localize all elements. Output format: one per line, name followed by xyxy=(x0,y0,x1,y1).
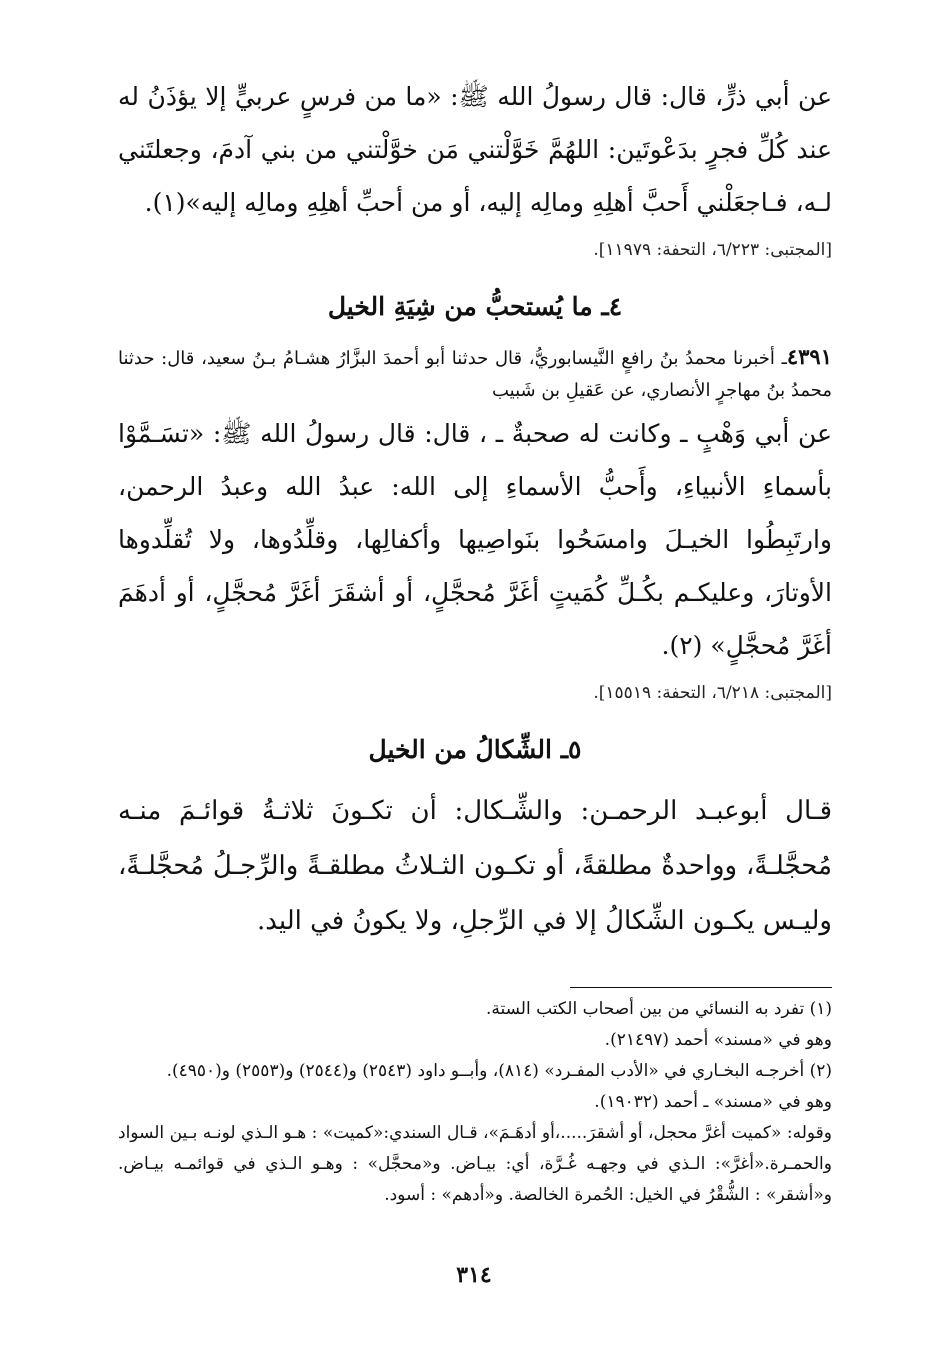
footnote-line: وهو في «مسند» ـ أحمد (١٩٠٣٢). xyxy=(594,1092,832,1112)
section-heading-4: ٤ـ ما يُستحبُّ من شِيَةِ الخيل xyxy=(327,292,623,321)
hadith-reference-top: [المجتبى: ٦/٢٢٣، التحفة: ١١٩٧٩]. xyxy=(593,240,832,260)
footnote-divider xyxy=(570,987,832,988)
footnote-line: (١) تفرد به النسائي من بين أصحاب الكتب الستة. xyxy=(485,999,832,1019)
footnote-line: وهو في «مسند» أحمد (٢١٤٩٧). xyxy=(604,1030,832,1050)
footnote-line: وقوله: «كميت أغرَّ محجل، أو أشقرَ.....،أو أدهَـمَ»، قـال السندي:«كميت» : هـو الـذي لونـه بـين السواد والحمـرة.«أغرَّ»: الـذي في وجهـه غُـرَّة، أي: بيـاض. و«محجَّل» : وهـو الـذي في قوائمـه بيـاض. و«أشقر» : الشُّقْرُ في الخيل: الحُمرة الخالصة. و«أدهم» : أسود. xyxy=(118,1123,832,1205)
footnotes xyxy=(118,994,832,1211)
hadith-reference-4391: [المجتبى: ٦/٢١٨، التحفة: ١٥٥١٩]. xyxy=(593,683,832,703)
hadith-number: ٤٣٩١ xyxy=(786,344,832,369)
section-heading-5: ٥ـ الشِّكالُ من الخيل xyxy=(368,735,582,764)
hadith-text-top: عن أبي ذرٍّ، قال: قال رسولُ الله ﷺ: «ما من فرسٍ عربيٍّ إلا يؤذَنُ له عند كُلِّ فجرٍ بدَعْوتَين: اللهُمَّ خَوَّلْتني مَن خوَّلْتني من بني آدمَ، وجعلتَني لـه، فـاجعَلْني أَحبَّ أهلِهِ ومالِه إليه، أو من أحبِّ أهلِهِ ومالِه إليه»(١). xyxy=(118,82,832,217)
commentary-text: قـال أبوعبـد الرحمـن: والشِّـكال: أن تكـونَ ثلاثـةُ قوائـمَ منـه مُحجَّلـةً، وواحدةٌ مطلقةً، أو تكـون الثـلاثُ مطلقـةً والرِّجـلُ مُحجَّلـةً، وليـس يكـون الشِّكالُ إلا في الرِّجلِ، ولا يكونُ في اليد. xyxy=(118,796,832,936)
hadith-text-4391: عن أبي وَهْبٍ ـ وكانت له صحبةٌ ـ ، قال: قال رسولُ الله ﷺ: «تسَـمَّوْا بأسماءِ الأنبياءِ، وأَحبُّ الأسماءِ إلى الله: عبدُ الله وعبدُ الرحمن، وارتَبِطُوا الخيـلَ وامسَحُوا بنَواصِيها وأكفالِها، وقلِّدُوها، ولا تُقلِّدوها الأوتارَ، وعليكـم بكُـلِّ كُمَيتٍ أغَرَّ مُحجَّلٍ، أو أشقَرَ أغَرَّ مُحجَّلٍ، أو أدهَمَ أغَرَّ مُحجَّلٍ» (٢). xyxy=(118,419,832,660)
page-number: ٣١٤ xyxy=(456,1262,492,1288)
isnad xyxy=(118,341,832,407)
footnote-line: (٢) أخرجـه البخـاري في «الأدب المفـرد» (٨١٤)، وأبــو داود (٢٥٤٣) و(٢٥٤٤) و(٢٥٥٣) و(٤٩٥٠). xyxy=(166,1061,832,1081)
isnad-text: ـ أخبرنا محمدُ بنُ رافعٍ النَّيسابوريُّ، قال حدثنا أبو أحمدَ البزَّارُ هشـامُ بـنُ سعيد، قال: حدثنا محمدُ بنُ مهاجرٍ الأنصاري، عن عَقيلِ بن شَبيب xyxy=(118,348,832,401)
